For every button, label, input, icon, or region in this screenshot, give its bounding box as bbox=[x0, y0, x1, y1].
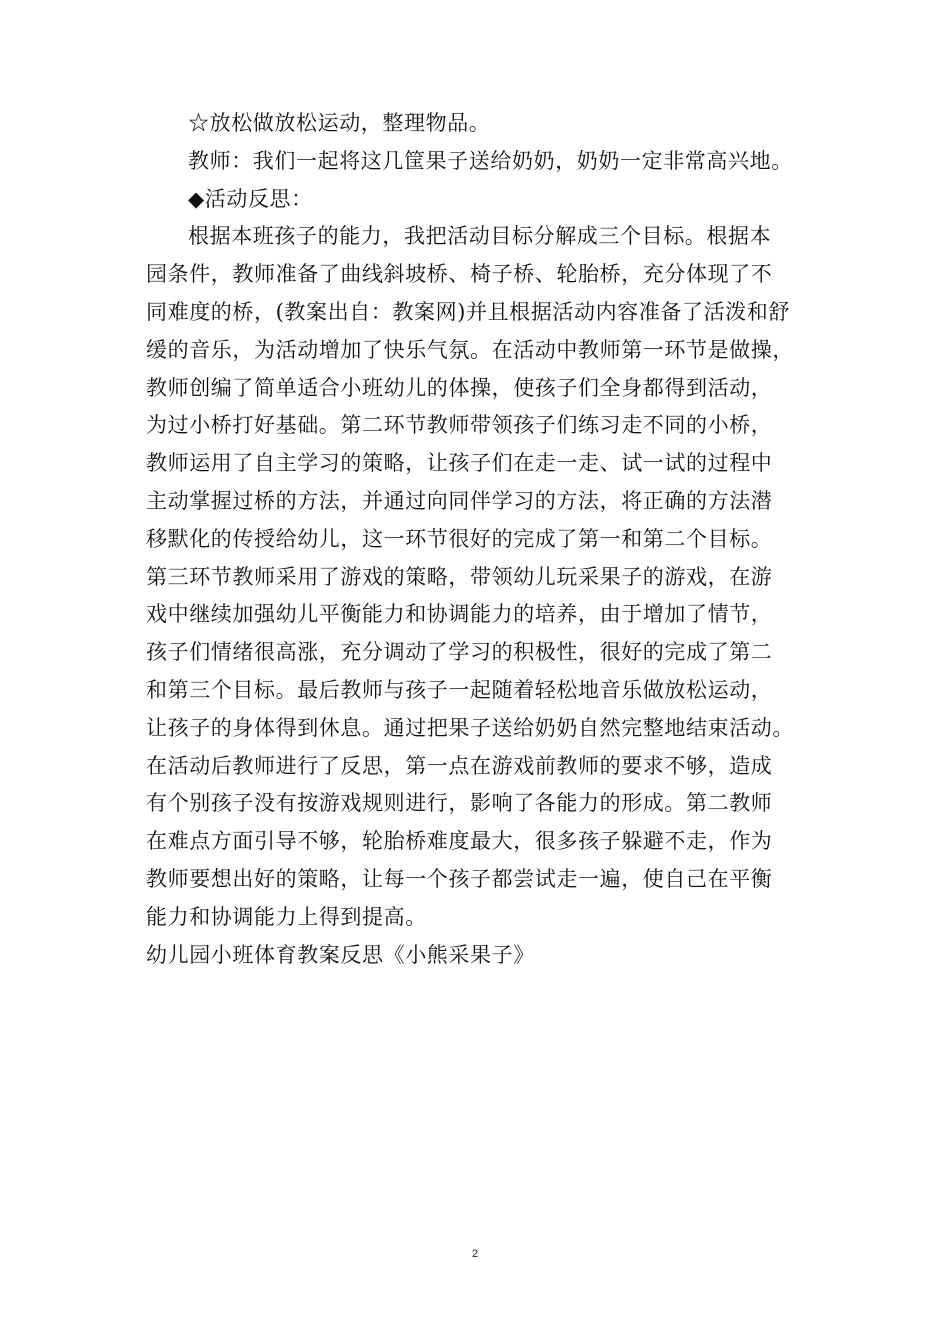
paragraph-line: 主动掌握过桥的方法，并通过向同伴学习的方法，将正确的方法潜 bbox=[146, 488, 773, 513]
relax-activity-line: ☆放松做放松运动，整理物品。 bbox=[188, 111, 491, 135]
paragraph-line: 根据本班孩子的能力，我把活动目标分解成三个目标。根据本 bbox=[188, 224, 772, 249]
paragraph-line: 让孩子的身体得到休息。通过把果子送给奶奶自然完整地结束活动。 bbox=[146, 715, 794, 740]
paragraph-line: 在活动后教师进行了反思，第一点在游戏前教师的要求不够，造成 bbox=[146, 753, 773, 778]
page-number: 2 bbox=[471, 1248, 479, 1260]
paragraph-line: 教师要想出好的策略，让每一个孩子都尝试走一遍，使自己在平衡 bbox=[146, 866, 773, 891]
paragraph-line: 第三环节教师采用了游戏的策略，带领幼儿玩采果子的游戏，在游 bbox=[146, 564, 773, 589]
paragraph-line: 孩子们情绪很高涨，充分调动了学习的积极性，很好的完成了第二 bbox=[146, 640, 773, 665]
paragraph-line: 和第三个目标。最后教师与孩子一起随着轻松地音乐做放松运动， bbox=[146, 677, 773, 702]
closing-title: 幼儿园小班体育教案反思《小熊采果子》 bbox=[146, 942, 535, 967]
paragraph-line: 移默化的传授给幼儿，这一环节很好的完成了第一和第二个目标。 bbox=[146, 526, 773, 551]
reflection-paragraph bbox=[146, 218, 826, 936]
reflection-heading: ◆活动反思： bbox=[188, 186, 313, 211]
paragraph-line: 戏中继续加强幼儿平衡能力和协调能力的培养，由于增加了情节， bbox=[146, 602, 773, 627]
paragraph-line: 教师创编了简单适合小班幼儿的体操，使孩子们全身都得到活动， bbox=[146, 375, 773, 400]
paragraph-line: 教师运用了自主学习的策略，让孩子们在走一走、试一试的过程中 bbox=[146, 451, 773, 476]
paragraph-line: 有个别孩子没有按游戏规则进行，影响了各能力的形成。第二教师 bbox=[146, 791, 773, 816]
paragraph-line: 园条件，教师准备了曲线斜坡桥、椅子桥、轮胎桥，充分体现了不 bbox=[146, 262, 773, 287]
teacher-speech-line: 教师：我们一起将这几筐果子送给奶奶，奶奶一定非常高兴地。 bbox=[188, 148, 793, 173]
paragraph-line: 同难度的桥，(教案出自：教案网)并且根据活动内容准备了活泼和舒 bbox=[146, 299, 790, 324]
paragraph-line: 在难点方面引导不够，轮胎桥难度最大，很多孩子躲避不走，作为 bbox=[146, 829, 773, 854]
paragraph-line: 为过小桥打好基础。第二环节教师带领孩子们练习走不同的小桥， bbox=[146, 413, 773, 438]
document-body bbox=[146, 105, 826, 974]
paragraph-line: 缓的音乐，为活动增加了快乐气氛。在活动中教师第一环节是做操， bbox=[146, 337, 794, 362]
paragraph-line: 能力和协调能力上得到提高。 bbox=[146, 904, 427, 929]
